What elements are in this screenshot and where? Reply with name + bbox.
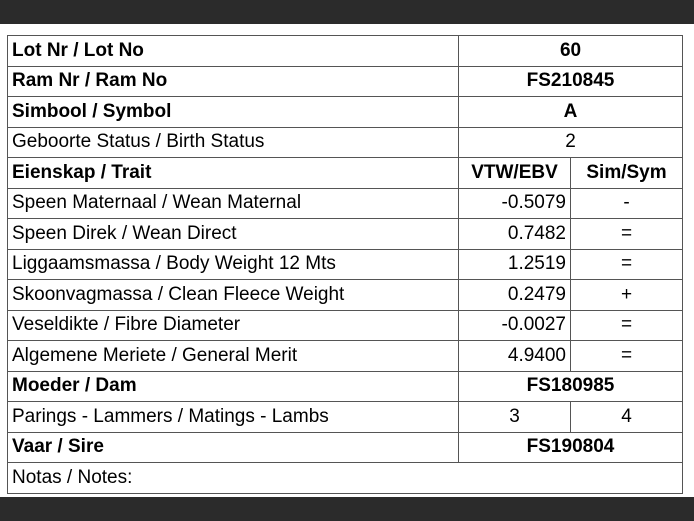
matings-lambs-label: Parings - Lammers / Matings - Lambs [8,402,459,433]
dam-label: Moeder / Dam [8,371,459,402]
trait-symbol: = [571,249,683,280]
row-notes [8,463,683,494]
row-dam [8,371,683,402]
ram-number-value: FS210845 [459,66,683,97]
ram-number-label: Ram Nr / Ram No [8,66,459,97]
trait-ebv: 0.2479 [459,280,571,311]
birth-status-label: Geboorte Status / Birth Status [8,127,459,158]
trait-symbol: = [571,341,683,372]
trait-row [8,219,683,250]
trait-label: Speen Maternaal / Wean Maternal [8,188,459,219]
trait-symbol: = [571,219,683,250]
trait-ebv: 0.7482 [459,219,571,250]
lot-number-label: Lot Nr / Lot No [8,36,459,67]
row-sire [8,432,683,463]
sire-label: Vaar / Sire [8,432,459,463]
lambs-count: 4 [571,402,683,433]
symbol-value: A [459,97,683,128]
trait-ebv: 1.2519 [459,249,571,280]
row-lot-number [8,36,683,67]
trait-label: Veseldikte / Fibre Diameter [8,310,459,341]
trait-label: Skoonvagmassa / Clean Fleece Weight [8,280,459,311]
trait-ebv: -0.0027 [459,310,571,341]
trait-row [8,249,683,280]
symbol-column-header: Sim/Sym [571,158,683,189]
trait-row [8,280,683,311]
notes-label: Notas / Notes: [8,463,683,494]
ebv-column-header: VTW/EBV [459,158,571,189]
lot-sheet [0,24,694,497]
trait-symbol: + [571,280,683,311]
trait-label: Speen Direk / Wean Direct [8,219,459,250]
trait-ebv: -0.5079 [459,188,571,219]
sire-value: FS190804 [459,432,683,463]
trait-row [8,341,683,372]
ram-info-table [7,35,683,494]
birth-status-value: 2 [459,127,683,158]
trait-symbol: - [571,188,683,219]
trait-label: Algemene Meriete / General Merit [8,341,459,372]
row-trait-header [8,158,683,189]
trait-row [8,310,683,341]
lot-number-value: 60 [459,36,683,67]
symbol-label: Simbool / Symbol [8,97,459,128]
trait-header-label: Eienskap / Trait [8,158,459,189]
row-birth-status [8,127,683,158]
row-symbol [8,97,683,128]
trait-symbol: = [571,310,683,341]
trait-label: Liggaamsmassa / Body Weight 12 Mts [8,249,459,280]
row-ram-number [8,66,683,97]
trait-ebv: 4.9400 [459,341,571,372]
dam-value: FS180985 [459,371,683,402]
row-matings-lambs [8,402,683,433]
matings-count: 3 [459,402,571,433]
trait-row [8,188,683,219]
